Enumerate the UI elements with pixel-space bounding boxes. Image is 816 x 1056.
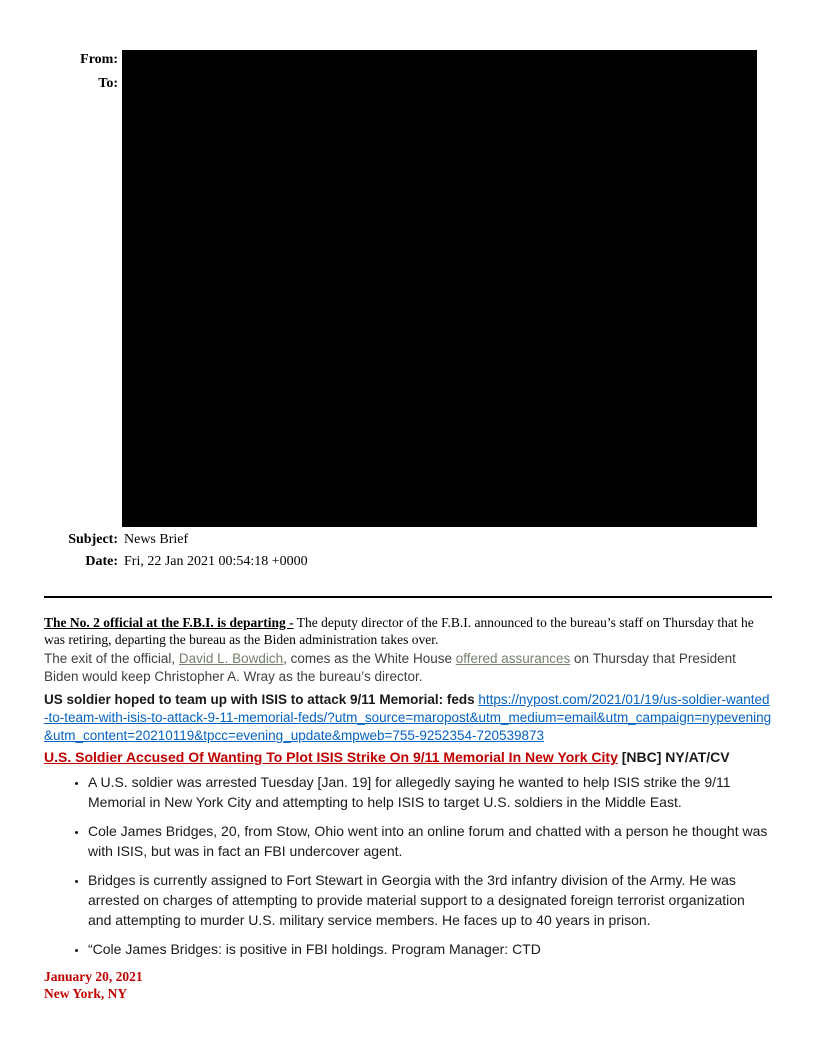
nypost-paragraph [44,691,772,745]
to-label: To: [98,76,118,91]
exit-paragraph [44,650,772,685]
nypost-url-link[interactable]: https://nypost.com/2021/01/19/us-soldier-wanted-to-team-with-isis-to-attack-9-11-memorial-feds/?utm_source=maropost&utm_medium=email&utm_campaign=nypevening&utm_content=20210119&tpcc=evening_update&mpweb=755-9252354-720539873 [44,692,772,743]
exit-paragraph-post: on Thursday that President Biden would keep Christopher A. Wray as the bureau’s director. [44,651,736,684]
david-bowdich-link[interactable]: David L. Bowdich [178,651,284,666]
offered-assurances-link[interactable]: offered assurances [455,651,571,666]
footer-date: January 20, 2021 [44,969,143,984]
bullet-item: • Bridges is currently assigned to Fort Stewart in Georgia with the 3rd infantry division of the Army. He was arrested on charges of attempting to provide material support to a designated foreign terrorist organization and attempting to murder U.S. military service members. He faces up to 40 years in prison. [88,870,772,930]
exit-paragraph-pre: The exit of the official, [44,651,179,666]
bullet-item: • A U.S. soldier was arrested Tuesday [Jan. 19] for allegedly saying he wanted to help ISIS strike the 9/11 Memorial in New York City and attempting to help ISIS to target U.S. soldiers in the Middle East. [88,772,772,812]
exit-paragraph-mid: , comes as the White House [283,651,456,666]
subject-value: News Brief [124,532,189,547]
subject-label: Subject: [68,532,118,547]
fbi-departing-text: The deputy director of the F.B.I. announced to the bureau’s staff on Thursday that he was retiring, departing the bureau as the Biden administration takes over. [44,615,754,647]
news-bullet-list [44,772,772,959]
headline-paragraph [44,748,772,766]
fbi-departing-lead: The No. 2 official at the F.B.I. is departing - [44,615,294,630]
nbc-headline-link[interactable]: U.S. Soldier Accused Of Wanting To Plot ISIS Strike On 9/11 Memorial In New York City [44,749,618,765]
bullet-item: • Cole James Bridges, 20, from Stow, Ohio went into an online forum and chatted with a person he thought was with ISIS, but was in fact an FBI undercover agent. [88,821,772,861]
fbi-departing-paragraph [44,614,772,648]
bullet-item: • “Cole James Bridges: is positive in FBI holdings. Program Manager: CTD [88,939,772,959]
date-value: Fri, 22 Jan 2021 00:54:18 +0000 [124,554,308,569]
date-label: Date: [85,554,118,569]
nypost-lead: US soldier hoped to team up with ISIS to attack 9/11 Memorial: feds [44,692,479,707]
footer-location: New York, NY [44,986,128,1001]
email-body [44,614,772,1002]
redaction-box [122,50,757,527]
headline-suffix: [NBC] NY/AT/CV [617,749,730,765]
from-label: From: [80,52,118,67]
header-body-divider [44,596,772,598]
